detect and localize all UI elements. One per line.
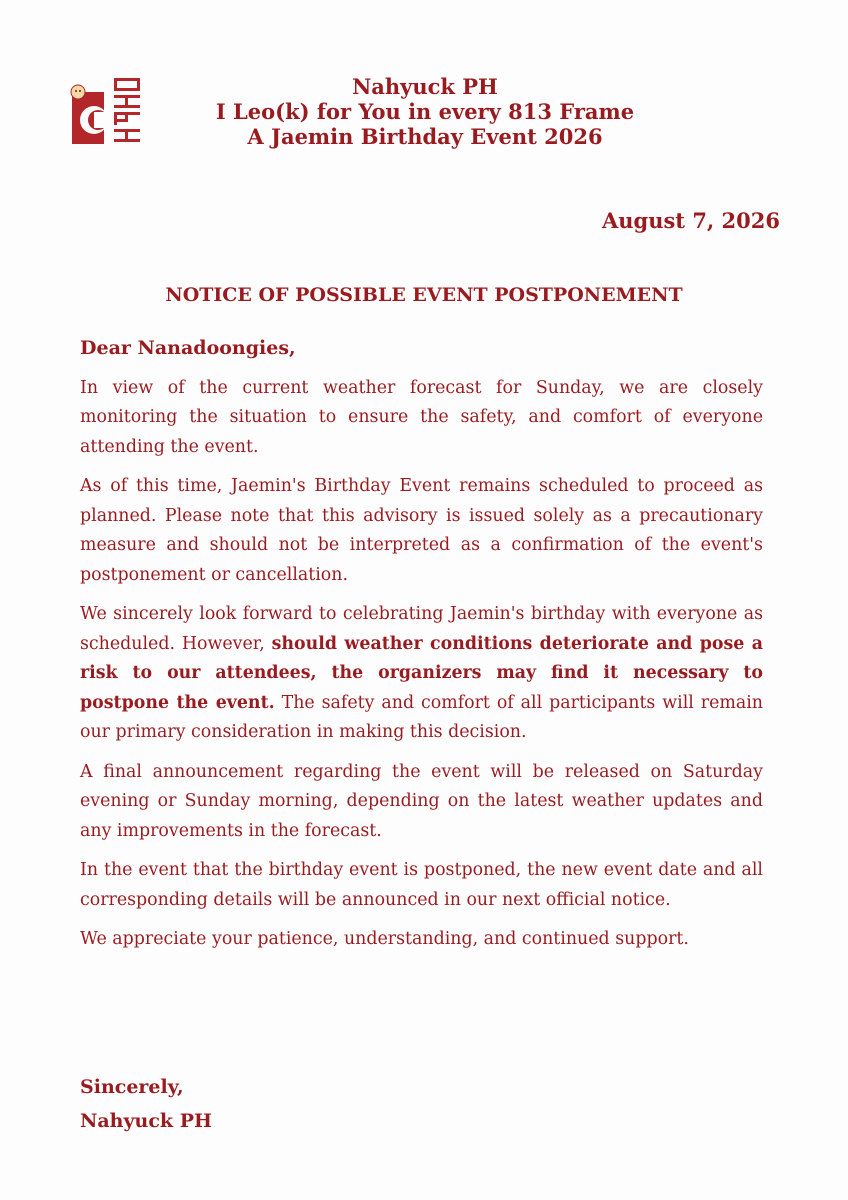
paragraph-5: In the event that the birthday event is postponed, the new event date and all corresponding details will be announced in our next official notice. — [80, 860, 763, 910]
paragraph-6: We appreciate your patience, understanding, and continued support. — [80, 929, 689, 949]
closing-block — [80, 1070, 212, 1138]
valediction: Sincerely, — [80, 1076, 184, 1098]
nhph-logo-icon — [68, 74, 146, 150]
paragraph-3 — [80, 600, 763, 748]
notice-title: NOTICE OF POSSIBLE EVENT POSTPONEMENT — [165, 284, 683, 306]
paragraph-2: As of this time, Jaemin's Birthday Event remains scheduled to proceed as planned. Please note that this advisory is issued solely as a precautionary measure and should not be interpreted as a confirmation of the event's postponement or cancellation. — [80, 476, 763, 585]
event-tagline: I Leo(k) for You in every 813 Frame — [215, 99, 635, 124]
paragraph-1: In view of the current weather forecast for Sunday, we are closely monitoring the situation to ensure the safety, and comfort of everyone attending the event. — [80, 377, 763, 457]
notice-date: August 7, 2026 — [601, 208, 780, 233]
paragraph-3-emphasis: should weather conditions deteriorate and pose a risk to our attendees, the organizers may find it necessary to postpone the event. — [80, 633, 763, 713]
event-header — [190, 74, 660, 149]
event-name: A Jaemin Birthday Event 2026 — [247, 124, 603, 149]
salutation: Dear Nanadoongies, — [80, 337, 296, 359]
paragraph-3-end: The safety and comfort of all participants will remain our primary consideration in making this decision. — [80, 692, 764, 742]
signatory: Nahyuck PH — [80, 1110, 212, 1132]
organizer-name: Nahyuck PH — [352, 74, 498, 99]
paragraph-4: A final announcement regarding the event will be released on Saturday evening or Sunday morning, depending on the latest weather updates and any improvements in the forecast. — [80, 761, 763, 841]
notice-body — [80, 334, 763, 965]
paragraph-3-start: We sincerely look forward to celebrating Jaemin's birthday with everyone as scheduled. However, — [80, 604, 763, 654]
